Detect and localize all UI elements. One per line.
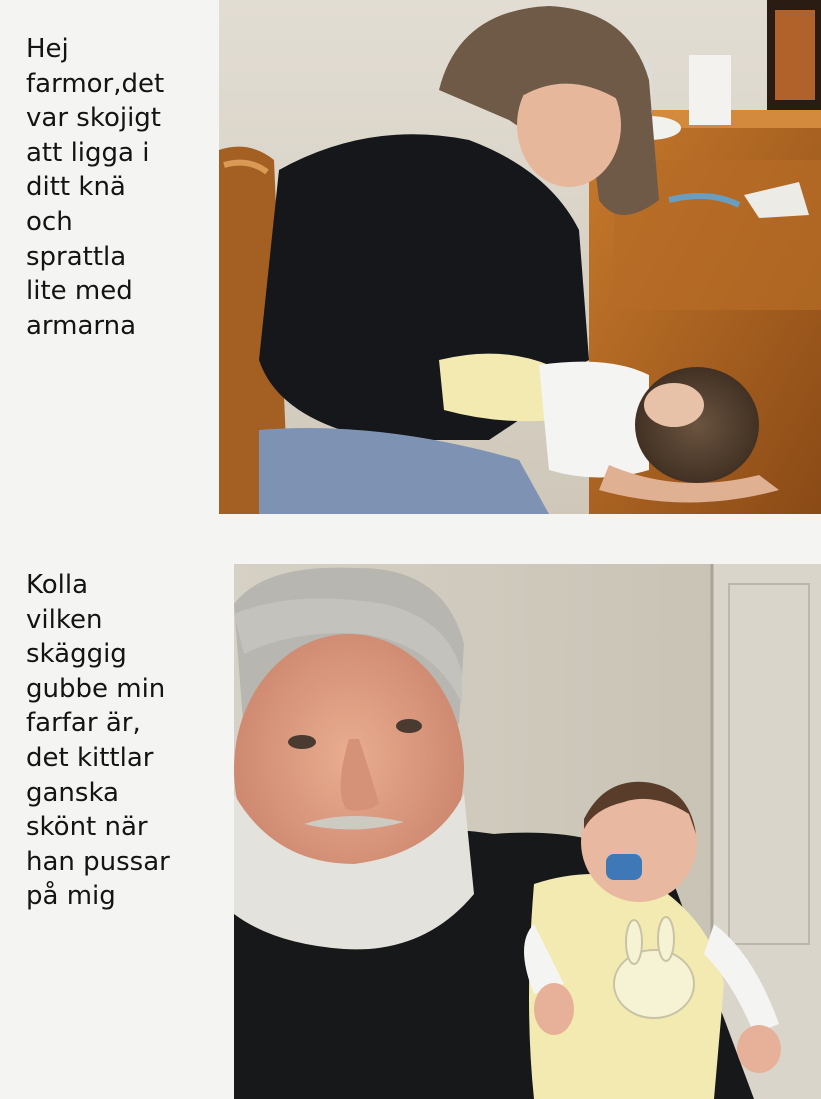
caption-line: ditt knä [26, 172, 126, 203]
bleed-through-text [60, 518, 68, 543]
photo-grandmother-illustration [219, 0, 821, 514]
caption-line: farmor,det [26, 68, 165, 99]
caption-line: farfar är, [26, 708, 141, 739]
caption-line: vilken [26, 604, 103, 635]
caption-line: ganska [26, 777, 119, 808]
caption-line: armarna [26, 310, 137, 341]
caption-line: Kolla [26, 570, 89, 600]
photo-grandfather-illustration [234, 564, 821, 1099]
caption-line: att ligga i [26, 137, 150, 168]
caption-line: sprattla [26, 241, 127, 272]
caption-line: det kittlar [26, 742, 154, 773]
photo-grandfather-with-baby [234, 564, 821, 1099]
photo-grandmother-with-baby [219, 0, 821, 514]
caption-farfar [26, 568, 170, 914]
caption-line: och [26, 206, 73, 237]
caption-line: skönt när [26, 812, 148, 843]
caption-line: gubbe min [26, 673, 166, 704]
caption-line: Hej [26, 34, 69, 64]
caption-line: på mig [26, 881, 116, 912]
caption-farmor [26, 32, 164, 343]
caption-line: var skojigt [26, 103, 162, 134]
caption-line: han pussar [26, 846, 170, 877]
caption-line: skäggig [26, 639, 127, 670]
caption-line: lite med [26, 276, 133, 307]
